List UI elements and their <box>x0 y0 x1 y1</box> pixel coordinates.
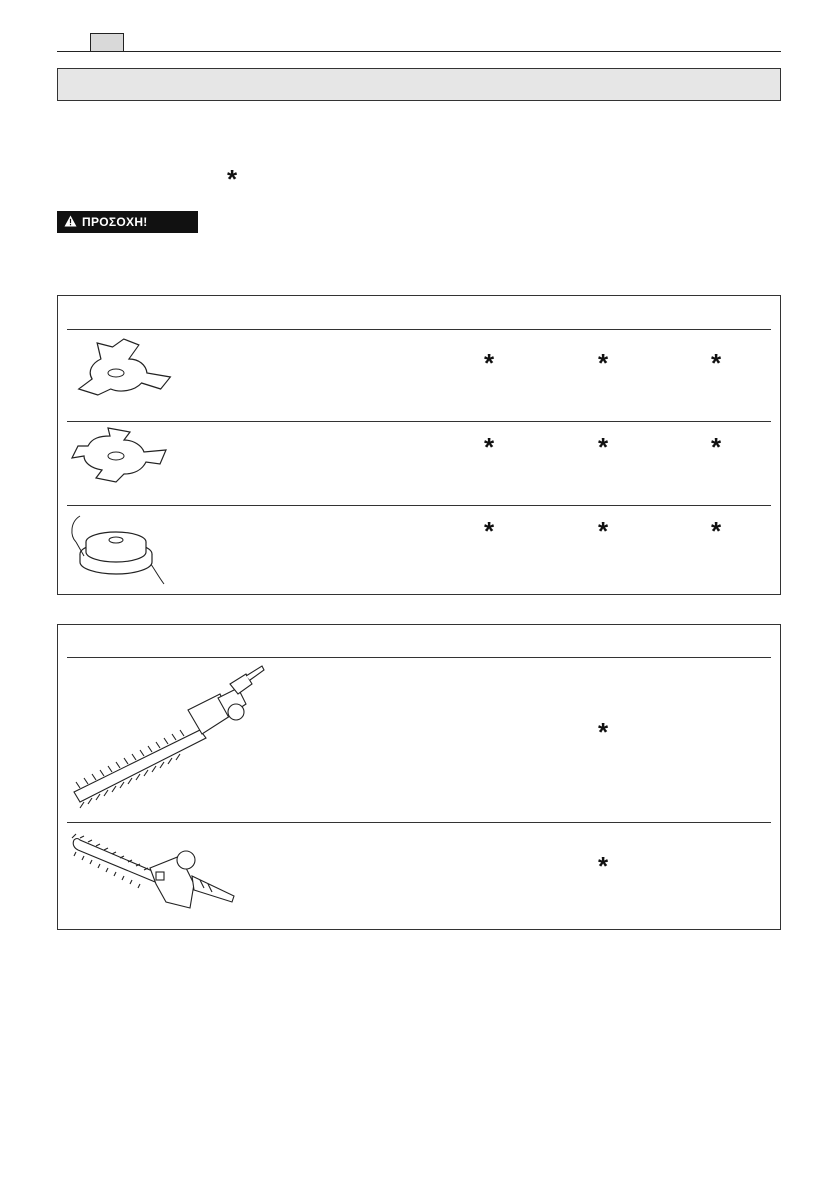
header-rule <box>57 51 781 52</box>
warning-text: ΠΡΟΣΟΧΗ! <box>82 215 148 229</box>
section-heading-bar <box>57 68 781 101</box>
pole-saw-attachment-icon <box>70 832 236 921</box>
note-star-symbol: * <box>227 164 238 194</box>
mark-star: * <box>598 516 609 546</box>
four-tooth-blade-icon <box>68 426 173 489</box>
mark-star: * <box>711 432 722 462</box>
trimmer-head-icon <box>66 512 166 591</box>
mark-star: * <box>711 348 722 378</box>
page-tab <box>90 33 124 51</box>
mark-star: * <box>484 348 495 378</box>
mark-star: * <box>598 348 609 378</box>
three-tooth-blade-icon <box>68 337 173 404</box>
mark-star: * <box>598 717 609 747</box>
warning-label <box>57 211 198 233</box>
mark-star: * <box>484 516 495 546</box>
hedge-trimmer-attachment-icon <box>70 664 265 814</box>
mark-star: * <box>711 516 722 546</box>
mark-star: * <box>598 432 609 462</box>
mark-star: * <box>598 851 609 881</box>
row-divider <box>67 505 771 506</box>
table-header-rule <box>67 329 771 330</box>
warning-triangle-icon <box>64 215 77 230</box>
row-divider <box>67 421 771 422</box>
table-header-rule <box>67 657 771 658</box>
row-divider <box>67 822 771 823</box>
mark-star: * <box>484 432 495 462</box>
